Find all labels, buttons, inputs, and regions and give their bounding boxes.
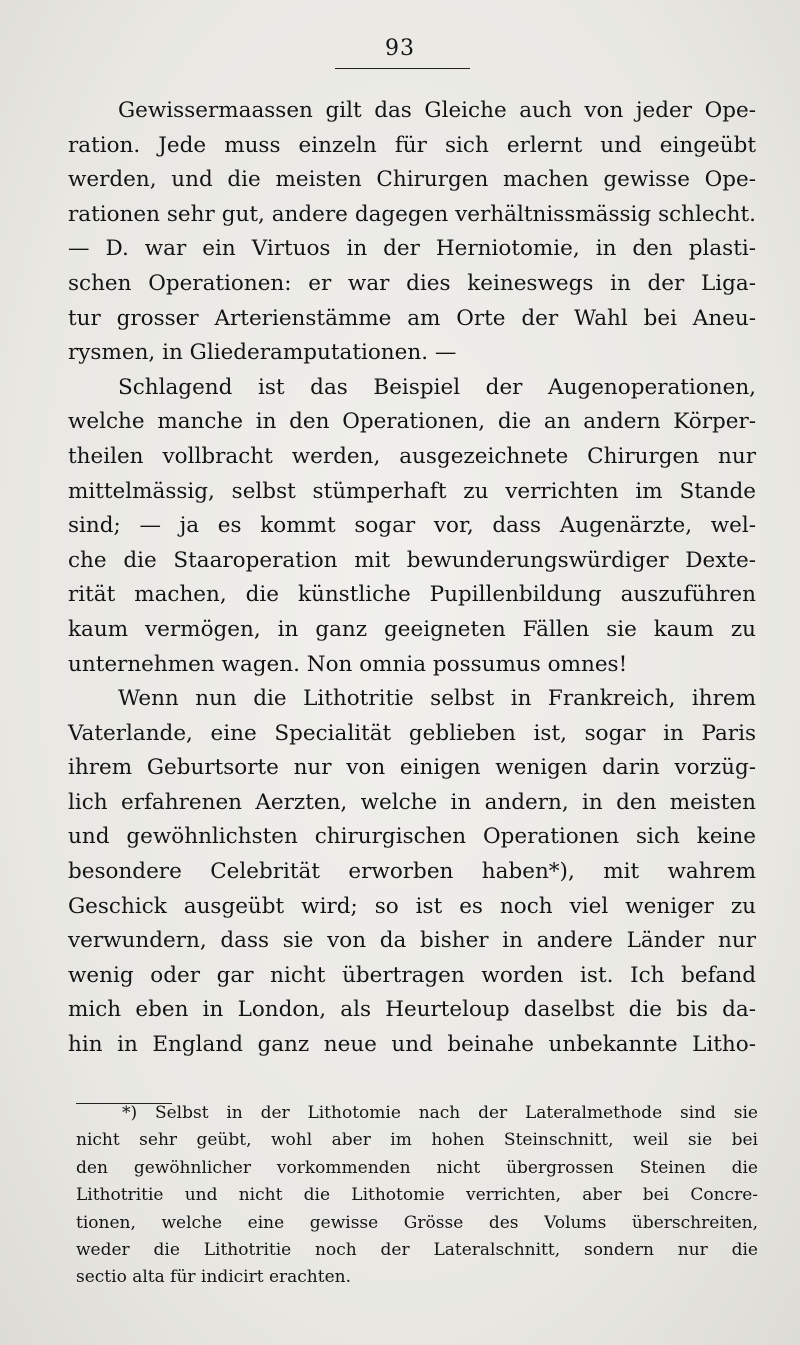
page-number: 93 [385,36,415,61]
text-line: verwundern, dass sie von da bisher in andere Länder nur [68,928,756,954]
text-line: mittelmässig, selbst stümperhaft zu verrichten im Stande [68,478,756,504]
text-line: wenig oder gar nicht übertragen worden ist. Ich befand [68,962,756,988]
footnote-line: den gewöhnlicher vorkommenden nicht übergrossen Steinen die [76,1157,758,1178]
text-line: hin in England ganz neue und beinahe unbekannte Litho- [68,1032,756,1058]
text-line: sind; — ja es kommt sogar vor, dass Augenärzte, wel- [68,513,756,539]
footnote [76,1100,758,1292]
text-line: welche manche in den Operationen, die an andern Körper- [68,409,756,435]
text-line: mich eben in London, als Heurteloup daselbst die bis da- [68,997,756,1023]
text-line: theilen vollbracht werden, ausgezeichnete Chirurgen nur [68,443,756,469]
text-line: Gewissermaassen gilt das Gleiche auch von jeder Ope- [118,98,756,123]
text-line: rität machen, die künstliche Pupillenbildung auszuführen [68,582,756,608]
text-line: lich erfahrenen Aerzten, welche in andern, in den meisten [68,789,756,815]
footnote-line: Lithotritie und nicht die Lithotomie verrichten, aber bei Concre- [76,1185,758,1206]
text-line: Wenn nun die Lithotritie selbst in Frankreich, ihrem [118,686,756,712]
footnote-line: sectio alta für indicirt erachten. [76,1267,351,1288]
footnote-line: nicht sehr geübt, wohl aber im hohen Steinschnitt, weil sie bei [76,1130,758,1151]
text-line: rysmen, in Gliederamputationen. — [68,340,457,366]
text-line: kaum vermögen, in ganz geeigneten Fällen sie kaum zu [68,616,756,642]
text-line: rationen sehr gut, andere dagegen verhältnissmässig schlecht. [68,201,756,227]
text-line: Geschick ausgeübt wird; so ist es noch viel weniger zu [68,893,756,919]
footnote-line: weder die Lithotritie noch der Lateralschnitt, sondern nur die [76,1239,758,1260]
footnote-line: *) Selbst in der Lithotomie nach der Lateralmethode sind sie [122,1103,758,1123]
header-rule [335,68,470,69]
text-line: und gewöhnlichsten chirurgischen Operationen sich keine [68,824,756,850]
footnote-line: tionen, welche eine gewisse Grösse des Volums überschreiten, [76,1212,758,1233]
text-line: — D. war ein Virtuos in der Herniotomie, in den plasti- [68,236,756,262]
text-line: werden, und die meisten Chirurgen machen gewisse Ope- [68,167,756,193]
text-line: schen Operationen: er war dies keineswegs in der Liga- [68,270,756,296]
text-line: ration. Jede muss einzeln für sich erlernt und eingeübt [68,132,756,158]
text-line: Vaterlande, eine Specialität geblieben ist, sogar in Paris [68,720,756,746]
text-line: tur grosser Arterienstämme am Orte der Wahl bei Aneu- [68,305,756,331]
text-line: ihrem Geburtsorte nur von einigen wenigen darin vorzüg- [68,755,756,781]
text-line: unternehmen wagen. Non omnia possumus omnes! [68,651,628,677]
text-line: besondere Celebrität erworben haben*), mit wahrem [68,859,756,885]
body-text [68,94,756,1063]
text-line: Schlagend ist das Beispiel der Augenoperationen, [118,374,756,400]
text-line: che die Staaroperation mit bewunderungswürdiger Dexte- [68,547,756,573]
